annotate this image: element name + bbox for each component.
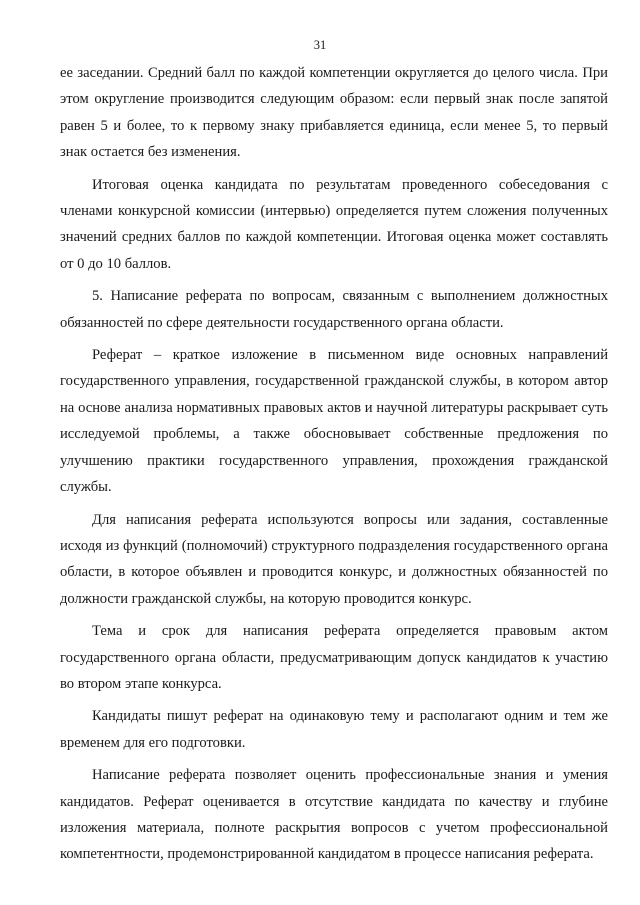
document-body (60, 60, 608, 874)
page-number: 31 (313, 38, 327, 52)
paragraph-essay-conditions: Кандидаты пишут реферат на одинаковую тему и располагают одним и тем же временем для его подготовки. (60, 708, 608, 751)
paragraph-essay-topic: Тема и срок для написания реферата определяется правовым актом государственного органа области, предусматривающим допуск кандидатов к участию во втором этапе конкурса. (60, 623, 608, 692)
paragraph-essay-evaluation: Написание реферата позволяет оценить профессиональные знания и умения кандидатов. Реферат оценивается в отсутствие кандидата по качеству и глубине изложения материала, полноте раскрытия вопросов с учетом профессиональной компетентности, продемонстрированной кандидатом в процессе написания реферата. (60, 767, 608, 863)
paragraph-essay-heading: 5. Написание реферата по вопросам, связанным с выполнением должностных обязанностей по сфере деятельности государственного органа области. (60, 288, 608, 331)
paragraph-final-score: Итоговая оценка кандидата по результатам проведенного собеседования с членами конкурсной комиссии (интервью) определяется путем сложения полученных значений средних баллов по каждой компетенции. Итоговая оценка может составлять от 0 до 10 баллов. (60, 176, 608, 272)
paragraph-rounding-rule: ее заседании. Средний балл по каждой компетенции округляется до целого числа. При этом округление производится следующим образом: если первый знак после запятой равен 5 и более, то к первому знаку прибавляется единица, если менее 5, то первый знак остается без изменения. (60, 65, 608, 161)
paragraph-essay-questions: Для написания реферата используются вопросы или задания, составленные исходя из функций (полномочий) структурного подразделения государственного органа области, в которое объявлен и проводится конкурс, и должностных обязанностей по должности гражданской службы, на которую проводится конкурс. (60, 511, 608, 607)
paragraph-essay-definition: Реферат – краткое изложение в письменном виде основных направлений государственного управления, государственной гражданской службы, в котором автор на основе анализа нормативных правовых актов и научной литературы раскрывает суть исследуемой проблемы, а также обосновывает собственные предложения по улучшению практики государственного управления, прохождения гражданской службы. (60, 347, 608, 496)
